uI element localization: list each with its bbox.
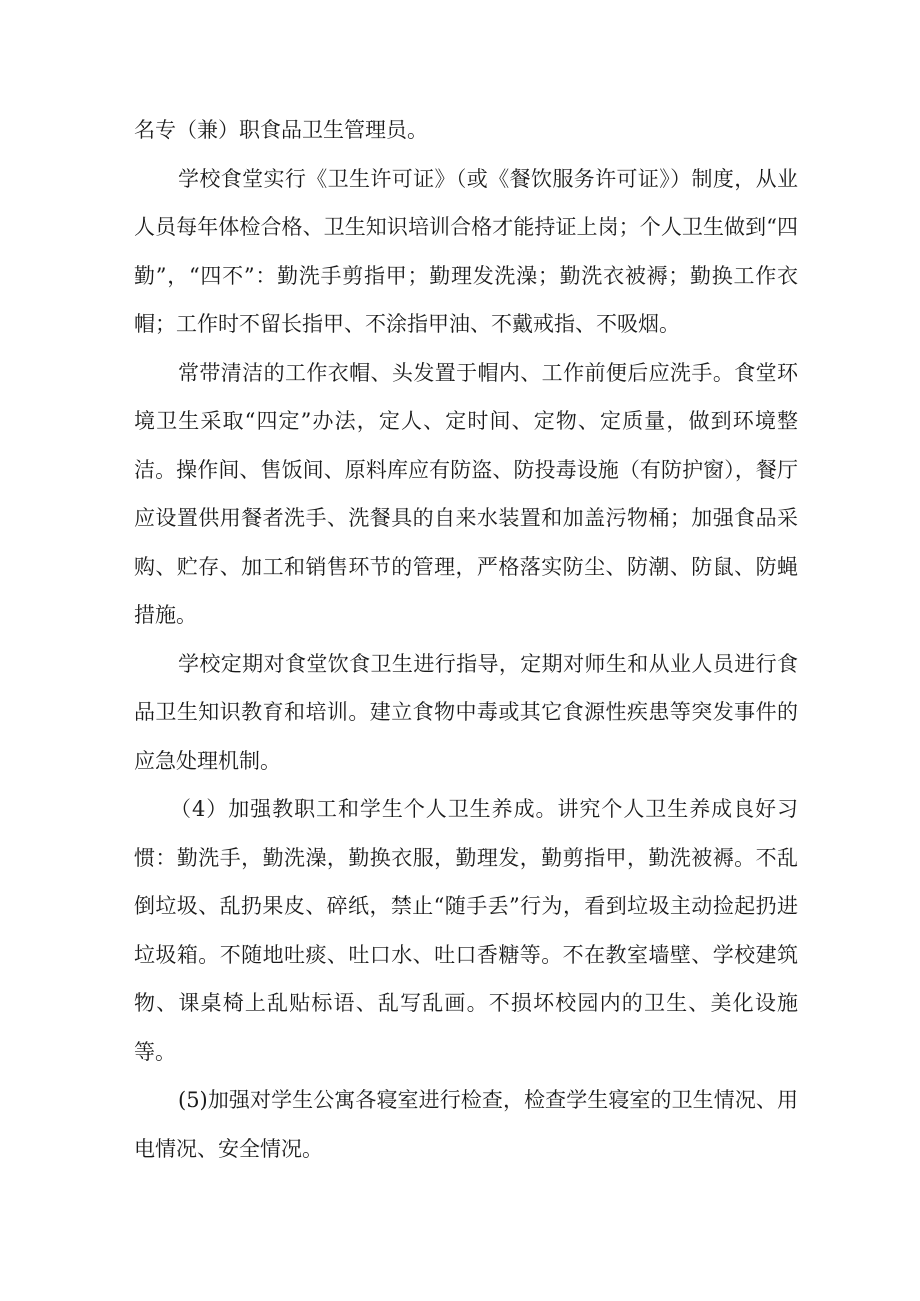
paragraph-personal-hygiene: （4）加强教职工和学生个人卫生养成。讲究个人卫生养成良好习惯：勤洗手，勤洗澡，勤换衣服，勤理发，勤剪指甲，勤洗被褥。不乱倒垃圾、乱扔果皮、碎纸，禁止“随手丢”行为，看到垃圾主动捡起扔进垃圾箱。不随地吐痰、吐口水、吐口香糖等。不在教室墙壁、学校建筑物、课桌椅上乱贴标语、乱写乱画。不损坏校园内的卫生、美化设施等。 xyxy=(134,797,798,1064)
paragraph-canteen-environment: 常带清洁的工作衣帽、头发置于帽内、工作前便后应洗手。食堂环境卫生采取“四定”办法，定人、定时间、定物、定质量，做到环境整洁。操作间、售饭间、原料库应有防盗、防投毒设施（有防护窗），餐厅应设置供用餐者洗手、洗餐具的自来水装置和加盖污物桶；加强食品采购、贮存、加工和销售环节的管理，严格落实防尘、防潮、防鼠、防蝇措施。 xyxy=(134,360,798,627)
document-page xyxy=(134,106,798,1173)
paragraph-continuation: 名专（兼）职食品卫生管理员。 xyxy=(134,118,428,142)
paragraph-dormitory-inspection: (5)加强对学生公寓各寝室进行检查，检查学生寝室的卫生情况、用电情况、安全情况。 xyxy=(134,1088,798,1161)
paragraph-guidance-training: 学校定期对食堂饮食卫生进行指导，定期对师生和从业人员进行食品卫生知识教育和培训。建立食物中毒或其它食源性疾患等突发事件的应急处理机制。 xyxy=(134,651,798,773)
paragraph-hygiene-license: 学校食堂实行《卫生许可证》（或《餐饮服务许可证》）制度，从业人员每年体检合格、卫生知识培训合格才能持证上岗；个人卫生做到“四勤”，“四不”：勤洗手剪指甲；勤理发洗澡；勤洗衣被褥；勤换工作衣帽；工作时不留长指甲、不涂指甲油、不戴戒指、不吸烟。 xyxy=(134,166,798,336)
